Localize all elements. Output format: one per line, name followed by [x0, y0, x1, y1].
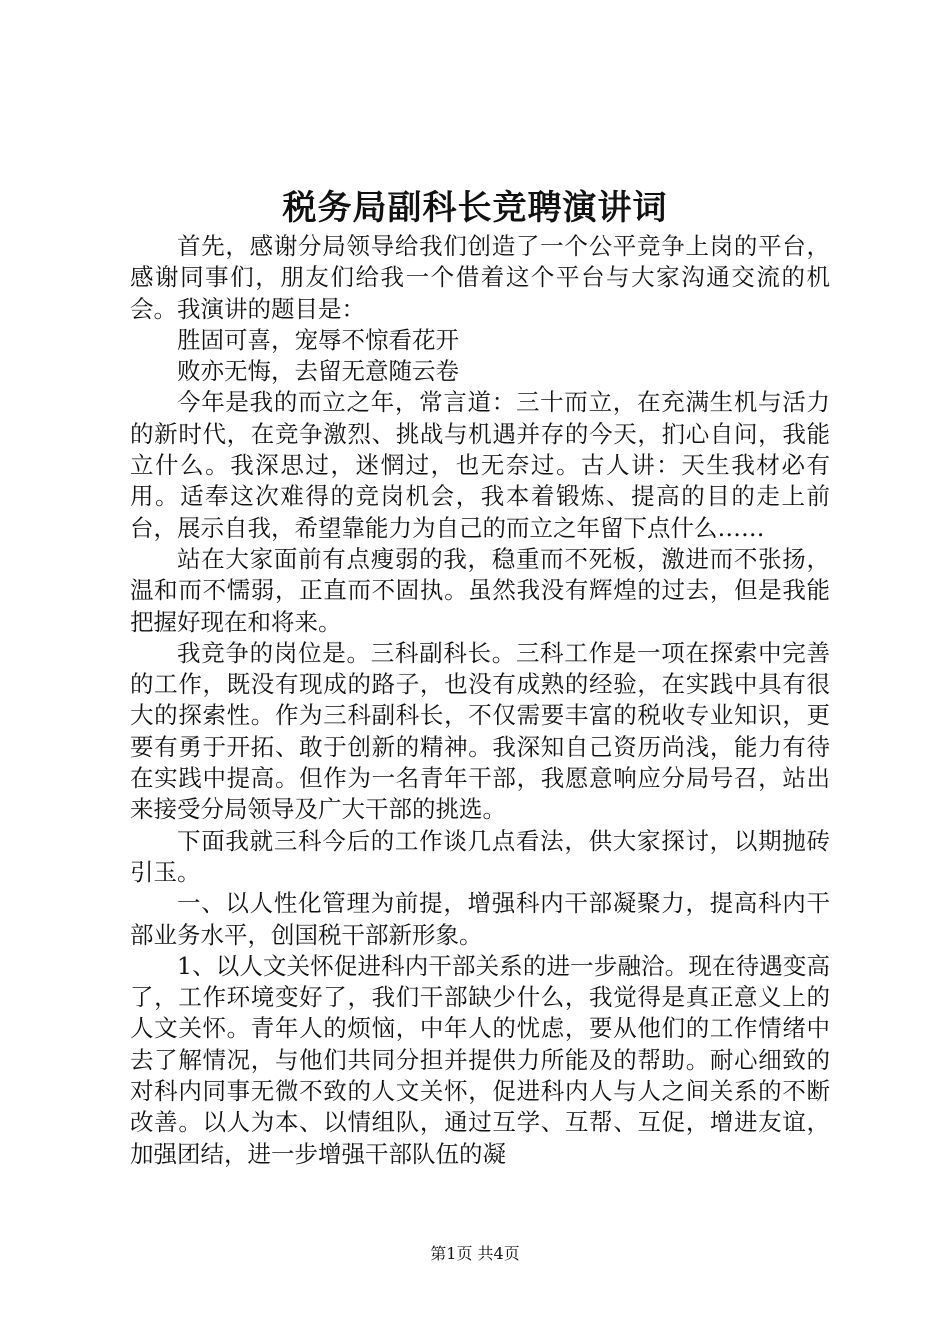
- document-body: [130, 231, 830, 1170]
- paragraph: 我竞争的岗位是。三科副科长。三科工作是一项在探索中完善的工作，既没有现成的路子，也没有成熟的经验，在实践中具有很大的探索性。作为三科副科长，不仅需要丰富的税收专业知识，更要有勇于开拓、敢于创新的精神。我深知自己资历尚浅，能力有待在实践中提高。但作为一名青年干部，我愿意响应分局号召，站出来接受分局领导及广大干部的挑选。: [130, 638, 830, 824]
- paragraph: 1、以人文关怀促进科内干部关系的进一步融洽。现在待遇变高了，工作环境变好了，我们干部缺少什么，我觉得是真正意义上的人文关怀。青年人的烦恼，中年人的忧虑，要从他们的工作情绪中去了解情况，与他们共同分担并提供力所能及的帮助。耐心细致的对科内同事无微不致的人文关怀，促进科内人与人之间关系的不断改善。以人为本、以情组队，通过互学、互帮、互促，增进友谊，加强团结，进一步增强干部队伍的凝: [130, 951, 830, 1168]
- document-title: 税务局副科长竞聘演讲词: [282, 188, 668, 228]
- page-number-footer: 第1页 共4页: [430, 1244, 520, 1263]
- paragraph: 胜固可喜，宠辱不惊看花开: [177, 325, 459, 354]
- paragraph: 败亦无悔，去留无意随云卷: [177, 357, 459, 386]
- paragraph: 今年是我的而立之年，常言道：三十而立，在充满生机与活力的新时代，在竞争激烈、挑战与机遇并存的今天，扪心自问，我能立什么。我深思过，迷惘过，也无奈过。古人讲：天生我材必有用。适奉这次难得的竞岗机会，我本着锻炼、提高的目的走上前台，展示自我，希望靠能力为自己的而立之年留下点什么……: [130, 388, 830, 542]
- paragraph: 首先，感谢分局领导给我们创造了一个公平竞争上岗的平台，感谢同事们，朋友们给我一个借着这个平台与大家沟通交流的机会。我演讲的题目是：: [130, 232, 830, 323]
- paragraph: 一、以人性化管理为前提，增强科内干部凝聚力，提高科内干部业务水平，创国税干部新形象。: [130, 889, 830, 949]
- paragraph: 站在大家面前有点瘦弱的我，稳重而不死板，激进而不张扬，温和而不懦弱，正直而不固执。虽然我没有辉煌的过去，但是我能把握好现在和将来。: [130, 544, 830, 636]
- paragraph: 下面我就三科今后的工作谈几点看法，供大家探讨，以期抛砖引玉。: [130, 826, 830, 886]
